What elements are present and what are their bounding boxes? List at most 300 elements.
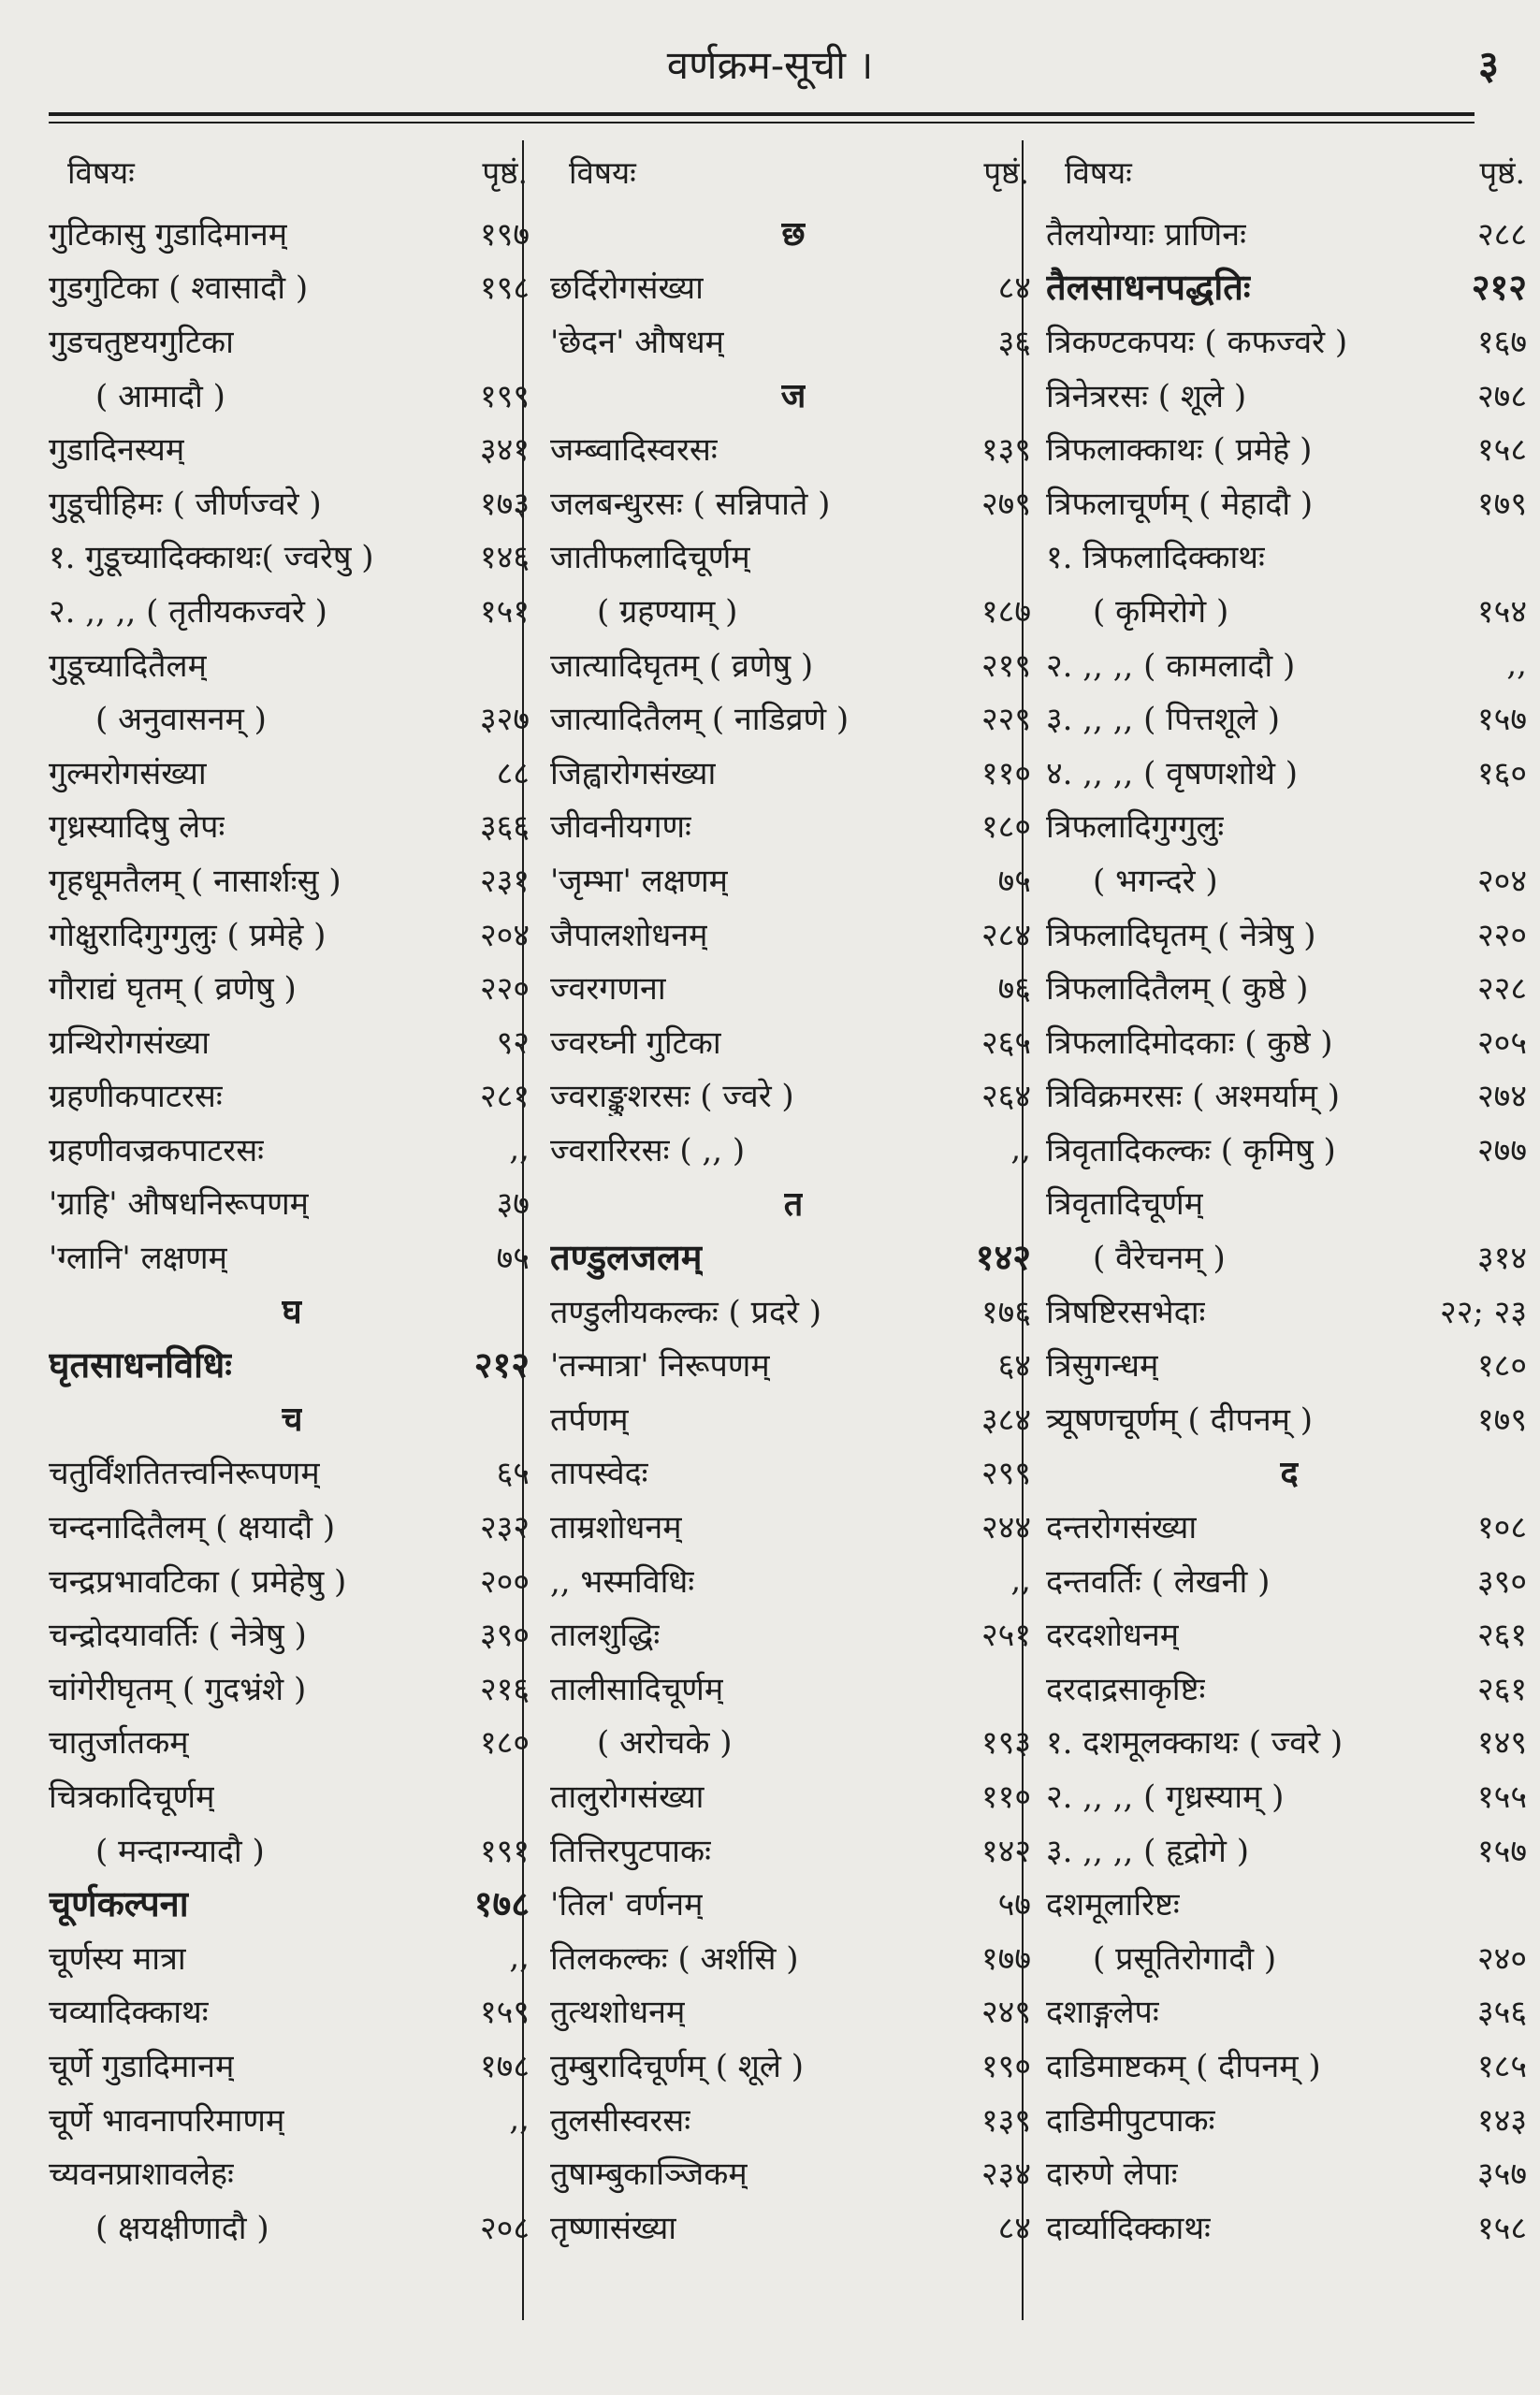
index-entry bbox=[550, 1715, 1037, 1769]
entry-page-number: ६४ bbox=[997, 1347, 1031, 1386]
index-entry bbox=[550, 1606, 1037, 1661]
index-column-2 bbox=[550, 140, 1037, 2330]
index-entry bbox=[49, 690, 535, 745]
entry-text: जिह्वारोगसंख्या bbox=[550, 754, 717, 792]
entry-page-number: १८० bbox=[981, 808, 1031, 847]
index-entry bbox=[550, 1984, 1037, 2039]
index-entry bbox=[550, 1768, 1037, 1822]
entry-page-number: १९८ bbox=[479, 269, 530, 308]
entry-page-number: १७८ bbox=[479, 2047, 530, 2085]
entry-page-number: २६५ bbox=[981, 1023, 1031, 1062]
entry-text: च्यवनप्राशावलेहः bbox=[49, 2156, 234, 2194]
index-entry bbox=[49, 1553, 535, 1607]
entry-text: ज्वरगणना bbox=[550, 970, 666, 1009]
entry-page-number: १४३ bbox=[1476, 2101, 1527, 2140]
entry-page-number: ,, bbox=[1506, 645, 1527, 683]
entry-text: चित्रकादिचूर्णम् bbox=[49, 1778, 215, 1817]
entry-text: २. ,, ,, ( गृध्रस्याम् ) bbox=[1046, 1778, 1285, 1817]
column-header bbox=[49, 140, 535, 206]
entry-page-number: १९० bbox=[981, 2047, 1031, 2085]
index-entry bbox=[1046, 1715, 1533, 1769]
entry-text: चूर्णकल्पना bbox=[49, 1882, 189, 1925]
entry-page-number: १७९ bbox=[1476, 1401, 1527, 1439]
letter-heading bbox=[550, 1176, 1037, 1230]
letter-heading bbox=[550, 206, 1037, 260]
index-entry bbox=[1046, 206, 1533, 260]
entry-page-number: १६७ bbox=[1476, 323, 1527, 361]
entry-page-number: ७६ bbox=[997, 970, 1031, 1009]
entry-page-number: ३४१ bbox=[479, 431, 530, 470]
entry-text: दार्व्यादिक्काथः bbox=[1046, 2209, 1211, 2247]
entry-page-number: ३६६ bbox=[479, 808, 530, 847]
entry-text: त्रिफलादिघृतम् ( नेत्रेषु ) bbox=[1046, 916, 1316, 954]
entry-page-number: १५५ bbox=[1476, 1778, 1527, 1817]
entry-text: ( अरोचके ) bbox=[597, 1724, 733, 1763]
index-entry bbox=[550, 1229, 1037, 1284]
index-entry bbox=[49, 745, 535, 799]
index-entry bbox=[550, 313, 1037, 368]
entry-page-number: १७८ bbox=[473, 1882, 530, 1925]
index-entry bbox=[49, 475, 535, 530]
entry-text: त्रिफलाक्काथः ( प्रमेहे ) bbox=[1046, 431, 1313, 470]
entry-page-number: २७९ bbox=[981, 485, 1031, 523]
index-entry bbox=[49, 1176, 535, 1230]
entry-page-number: १९३ bbox=[981, 1724, 1031, 1763]
running-title: वर्णक्रम-सूची । bbox=[666, 42, 874, 88]
entry-text: गृहधूमतैलम् ( नासार्शःसु ) bbox=[49, 862, 341, 900]
entry-page-number: १७३ bbox=[479, 485, 530, 523]
entry-text: चूर्णस्य मात्रा bbox=[49, 1939, 186, 1978]
entry-page-number: १४२ bbox=[975, 1236, 1031, 1279]
letter-heading bbox=[550, 368, 1037, 422]
entry-page-number: २२० bbox=[479, 970, 530, 1009]
entry-page-number: १५१ bbox=[479, 592, 530, 631]
entry-text: ( वैरेचनम् ) bbox=[1093, 1240, 1226, 1278]
entry-text: ( आमादौ ) bbox=[95, 377, 225, 415]
index-entry bbox=[1046, 260, 1533, 314]
entry-text: त्रिफलादिमोदकाः ( कुष्ठे ) bbox=[1046, 1023, 1333, 1062]
page-number: ३ bbox=[1478, 42, 1499, 88]
index-entry bbox=[1046, 368, 1533, 422]
entry-page-number: १९१ bbox=[479, 1832, 530, 1870]
index-entry bbox=[1046, 852, 1533, 907]
index-entry bbox=[1046, 2092, 1533, 2146]
index-entry bbox=[1046, 2038, 1533, 2092]
index-entry bbox=[49, 1822, 535, 1877]
index-entry bbox=[49, 1229, 535, 1284]
entry-page-number: १८५ bbox=[1476, 2047, 1527, 2085]
entry-page-number: १४६ bbox=[479, 539, 530, 577]
entry-text: तैलयोग्याः प्राणिनः bbox=[1046, 215, 1246, 254]
entry-page-number: १४९ bbox=[1476, 1724, 1527, 1763]
entry-page-number: १९९ bbox=[479, 377, 530, 415]
index-entry bbox=[550, 2145, 1037, 2199]
entry-page-number: २१२ bbox=[1471, 266, 1527, 309]
index-entry bbox=[49, 313, 535, 368]
index-entry bbox=[49, 799, 535, 853]
entry-page-number: २१६ bbox=[479, 1670, 530, 1708]
entry-text: घृतसाधनविधिः bbox=[49, 1343, 232, 1386]
index-entry bbox=[550, 1930, 1037, 1984]
letter-heading bbox=[49, 1284, 535, 1338]
index-entry bbox=[550, 421, 1037, 475]
index-entry bbox=[49, 960, 535, 1014]
entry-page-number: २२८ bbox=[1476, 970, 1527, 1009]
entry-text: २. ,, ,, ( कामलादौ ) bbox=[1046, 646, 1296, 685]
entry-page-number: १७६ bbox=[981, 1293, 1031, 1331]
index-entry bbox=[550, 745, 1037, 799]
entry-page-number: ८४ bbox=[997, 269, 1031, 308]
column-header bbox=[1046, 140, 1533, 206]
entry-text: ज्वरघ्नी गुटिका bbox=[550, 1023, 721, 1062]
index-entry bbox=[49, 206, 535, 260]
entry-text: ३. ,, ,, ( हृद्रोगे ) bbox=[1046, 1832, 1249, 1870]
entry-text: जात्यादितैलम् ( नाडिव्रणे ) bbox=[550, 701, 850, 739]
entry-page-number: १३९ bbox=[981, 431, 1031, 470]
index-entry bbox=[49, 1445, 535, 1500]
page-header: पृष्ठं. bbox=[983, 154, 1029, 191]
index-entry bbox=[550, 1661, 1037, 1715]
entry-page-number: २९९ bbox=[981, 1455, 1031, 1493]
entry-page-number: ,, bbox=[509, 1129, 530, 1168]
entry-text: त्रिविक्रमरसः ( अश्मर्याम् ) bbox=[1046, 1078, 1341, 1116]
entry-list bbox=[49, 206, 535, 2254]
index-entry bbox=[550, 475, 1037, 530]
index-entry bbox=[550, 260, 1037, 314]
entry-text: जैपालशोधनम् bbox=[550, 916, 708, 954]
index-entry bbox=[49, 1499, 535, 1553]
entry-page-number: ,, bbox=[1010, 1560, 1031, 1599]
entry-page-number: २७४ bbox=[1476, 1078, 1527, 1116]
entry-text: चांगेरीघृतम् ( गुदभ्रंशे ) bbox=[49, 1670, 307, 1708]
header-rule bbox=[49, 112, 1475, 116]
index-entry bbox=[1046, 1014, 1533, 1068]
entry-text: ४. ,, ,, ( वृषणशोथे ) bbox=[1046, 754, 1299, 792]
entry-text: जातीफलादिचूर्णम् bbox=[550, 539, 750, 577]
entry-page-number: १५७ bbox=[1476, 1832, 1527, 1870]
entry-page-number: २३१ bbox=[479, 862, 530, 900]
index-entry bbox=[1046, 1229, 1533, 1284]
column-header bbox=[550, 140, 1037, 206]
entry-page-number: ७५ bbox=[496, 1240, 530, 1278]
entry-text: तालशुद्धिः bbox=[550, 1617, 661, 1655]
entry-page-number: २४४ bbox=[981, 1509, 1031, 1547]
subject-header: विषयः bbox=[1065, 154, 1132, 191]
entry-text: दाडिमाष्टकम् ( दीपनम् ) bbox=[1046, 2047, 1321, 2085]
entry-page-number: २३२ bbox=[479, 1509, 530, 1547]
index-entry bbox=[1046, 1068, 1533, 1123]
entry-page-number: १८० bbox=[479, 1724, 530, 1763]
index-entry bbox=[1046, 1337, 1533, 1391]
index-entry bbox=[49, 852, 535, 907]
entry-text: दशाङ्गलेपः bbox=[1046, 1994, 1159, 2032]
entry-text: 'ग्राहि' औषधनिरूपणम् bbox=[49, 1185, 310, 1224]
entry-text: गृध्रस्यादिषु लेपः bbox=[49, 808, 225, 847]
entry-page-number: २२; २३ bbox=[1440, 1293, 1527, 1331]
index-entry bbox=[550, 1445, 1037, 1500]
index-entry bbox=[49, 1661, 535, 1715]
entry-text: छर्दिरोगसंख्या bbox=[550, 269, 704, 308]
index-entry bbox=[550, 1068, 1037, 1123]
index-column-1 bbox=[49, 140, 535, 2330]
entry-page-number: ,, bbox=[509, 2099, 530, 2138]
index-entry bbox=[1046, 1122, 1533, 1176]
entry-text: दन्तरोगसंख्या bbox=[1046, 1509, 1198, 1547]
index-entry bbox=[49, 1876, 535, 1930]
entry-text: 'तन्मात्रा' निरूपणम् bbox=[550, 1347, 770, 1386]
entry-page-number: २७७ bbox=[1476, 1131, 1527, 1169]
entry-page-number: २०० bbox=[479, 1562, 530, 1601]
entry-page-number: १७९ bbox=[1476, 485, 1527, 523]
index-entry bbox=[1046, 2145, 1533, 2199]
index-entry bbox=[1046, 1391, 1533, 1445]
entry-text: चन्द्रप्रभावटिका ( प्रमेहेषु ) bbox=[49, 1562, 347, 1601]
entry-text: ( क्षयक्षीणादौ ) bbox=[95, 2209, 269, 2247]
index-entry bbox=[1046, 1499, 1533, 1553]
index-entry bbox=[49, 1768, 535, 1822]
entry-text: त्रिवृतादिकल्कः ( कृमिषु ) bbox=[1046, 1131, 1336, 1169]
index-entry bbox=[1046, 583, 1533, 637]
entry-page-number: ११० bbox=[981, 754, 1031, 792]
entry-page-number: २३४ bbox=[981, 2156, 1031, 2194]
index-entry bbox=[550, 1553, 1037, 1607]
entry-list bbox=[1046, 206, 1533, 2254]
index-entry bbox=[1046, 530, 1533, 584]
entry-text: गुडूच्यादितैलम् bbox=[49, 646, 207, 685]
index-entry bbox=[550, 1391, 1037, 1445]
index-entry bbox=[1046, 1661, 1533, 1715]
index-entry bbox=[550, 799, 1037, 853]
index-column-3 bbox=[1046, 140, 1533, 2330]
entry-text: दशमूलारिष्टः bbox=[1046, 1886, 1180, 1924]
index-entry bbox=[550, 907, 1037, 961]
index-entry bbox=[1046, 690, 1533, 745]
letter-heading bbox=[1046, 1445, 1533, 1500]
entry-page-number: १८० bbox=[1476, 1347, 1527, 1386]
index-entry bbox=[1046, 2199, 1533, 2254]
entry-page-number: ३७ bbox=[496, 1185, 530, 1224]
entry-page-number: २८४ bbox=[981, 916, 1031, 954]
index-entry bbox=[550, 583, 1037, 637]
entry-text: १. त्रिफलादिक्काथः bbox=[1046, 539, 1265, 577]
index-entry bbox=[550, 1284, 1037, 1338]
entry-text: १. दशमूलक्काथः ( ज्वरे ) bbox=[1046, 1724, 1344, 1763]
index-entry bbox=[550, 1014, 1037, 1068]
entry-text: तित्तिरपुटपाकः bbox=[550, 1832, 711, 1870]
entry-text: गुडचतुष्टयगुटिका bbox=[49, 323, 234, 361]
index-entry bbox=[49, 1122, 535, 1176]
entry-page-number: १४२ bbox=[981, 1832, 1031, 1870]
entry-text: तण्डुलजलम् bbox=[550, 1236, 703, 1279]
entry-page-number: ३९० bbox=[1476, 1562, 1527, 1601]
index-entry bbox=[550, 2092, 1037, 2146]
index-entry bbox=[550, 690, 1037, 745]
index-entry bbox=[49, 907, 535, 961]
entry-page-number: १५८ bbox=[1476, 2209, 1527, 2247]
entry-page-number: ,, bbox=[509, 1938, 530, 1976]
entry-page-number: २७८ bbox=[1476, 377, 1527, 415]
entry-page-number: ३९० bbox=[479, 1617, 530, 1655]
entry-page-number: ७५ bbox=[997, 862, 1031, 900]
entry-text: गुडगुटिका ( श्वासादौ ) bbox=[49, 269, 309, 308]
entry-page-number: २५१ bbox=[981, 1617, 1031, 1655]
index-entry bbox=[49, 421, 535, 475]
entry-text: तुलसीस्वरसः bbox=[550, 2101, 691, 2140]
entry-page-number: ९२ bbox=[496, 1023, 530, 1062]
entry-text: गुडादिनस्यम् bbox=[49, 431, 185, 470]
entry-text: ( कृमिरोगे ) bbox=[1093, 592, 1229, 631]
entry-text: गौराद्यं घृतम् ( व्रणेषु ) bbox=[49, 970, 297, 1009]
entry-text: त्रिफलादिगुग्गुलुः bbox=[1046, 808, 1225, 847]
entry-page-number: २०८ bbox=[479, 2209, 530, 2247]
entry-text: त्रिनेत्ररसः ( शूले ) bbox=[1046, 377, 1247, 415]
entry-text: ग्रन्थिरोगसंख्या bbox=[49, 1023, 211, 1062]
entry-page-number: २१२ bbox=[473, 1343, 530, 1386]
index-entry bbox=[1046, 1822, 1533, 1877]
entry-text: तुत्थशोधनम् bbox=[550, 1994, 686, 2032]
entry-text: जात्यादिघृतम् ( व्रणेषु ) bbox=[550, 646, 814, 685]
entry-text: गोक्षुरादिगुग्गुलुः ( प्रमेहे ) bbox=[49, 916, 327, 954]
index-entry bbox=[550, 1122, 1037, 1176]
index-entry bbox=[1046, 1606, 1533, 1661]
entry-text: तुषाम्बुकाञ्जिकम् bbox=[550, 2156, 748, 2194]
index-entry bbox=[49, 1715, 535, 1769]
entry-page-number: ११० bbox=[981, 1778, 1031, 1817]
index-entry bbox=[550, 1876, 1037, 1930]
entry-page-number: ६५ bbox=[496, 1455, 530, 1493]
index-entry bbox=[49, 2199, 535, 2254]
entry-list bbox=[550, 206, 1037, 2254]
entry-text: ( मन्दाग्न्यादौ ) bbox=[95, 1832, 265, 1870]
index-entry bbox=[1046, 1930, 1533, 1984]
index-entry bbox=[49, 583, 535, 637]
page-header: पृष्ठं. bbox=[1479, 154, 1525, 191]
entry-text: ज्वराङ्कुशरसः ( ज्वरे ) bbox=[550, 1078, 794, 1116]
entry-text: तालुरोगसंख्या bbox=[550, 1778, 705, 1817]
entry-text: गुल्मरोगसंख्या bbox=[49, 754, 207, 792]
index-entry bbox=[550, 637, 1037, 691]
index-entry bbox=[49, 368, 535, 422]
entry-page-number: १६० bbox=[1476, 754, 1527, 792]
entry-page-number: १०८ bbox=[1476, 1509, 1527, 1547]
index-entry bbox=[1046, 475, 1533, 530]
entry-page-number: २२९ bbox=[981, 701, 1031, 739]
heading-letter: त bbox=[783, 1183, 804, 1224]
entry-text: तिलकल्कः ( अर्शसि ) bbox=[550, 1939, 799, 1978]
index-entry bbox=[1046, 1176, 1533, 1230]
entry-page-number: २६१ bbox=[1476, 1670, 1527, 1708]
entry-page-number: २०४ bbox=[479, 916, 530, 954]
heading-letter: घ bbox=[282, 1292, 302, 1332]
entry-page-number: २६४ bbox=[981, 1078, 1031, 1116]
subject-header: विषयः bbox=[67, 154, 135, 191]
entry-text: चतुर्विंशतितत्त्वनिरूपणम् bbox=[49, 1455, 320, 1493]
entry-page-number: २८८ bbox=[1476, 215, 1527, 254]
index-entry bbox=[1046, 799, 1533, 853]
entry-text: गुटिकासु गुडादिमानम् bbox=[49, 215, 288, 254]
entry-text: ग्रहणीवज्रकपाटरसः bbox=[49, 1131, 265, 1169]
entry-text: 'तिल' वर्णनम् bbox=[550, 1886, 704, 1924]
entry-text: चन्दनादितैलम् ( क्षयादौ ) bbox=[49, 1509, 336, 1547]
entry-text: गुडूचीहिमः ( जीर्णज्वरे ) bbox=[49, 485, 322, 523]
entry-text: ज्वरारिरसः ( ,, ) bbox=[550, 1131, 746, 1169]
index-entry bbox=[1046, 1876, 1533, 1930]
entry-text: त्रिषष्टिरसभेदाः bbox=[1046, 1293, 1206, 1331]
index-entry bbox=[550, 1337, 1037, 1391]
entry-page-number: २०४ bbox=[1476, 862, 1527, 900]
entry-page-number: १५८ bbox=[1476, 431, 1527, 470]
index-entry bbox=[1046, 637, 1533, 691]
entry-page-number: ३५७ bbox=[1476, 2156, 1527, 2194]
index-entry bbox=[49, 260, 535, 314]
entry-text: त्रिफलादितैलम् ( कुष्ठे ) bbox=[1046, 970, 1309, 1009]
entry-page-number: १८७ bbox=[981, 592, 1031, 631]
letter-heading bbox=[49, 1391, 535, 1445]
entry-page-number: ,, bbox=[1010, 1129, 1031, 1168]
index-entry bbox=[49, 530, 535, 584]
index-entry bbox=[1046, 1768, 1533, 1822]
entry-text: तापस्वेदः bbox=[550, 1455, 648, 1493]
index-entry bbox=[49, 1014, 535, 1068]
entry-text: जम्ब्वादिस्वरसः bbox=[550, 431, 718, 470]
entry-text: ( भगन्दरे ) bbox=[1093, 862, 1218, 900]
entry-text: चन्द्रोदयावर्तिः ( नेत्रेषु ) bbox=[49, 1617, 307, 1655]
entry-text: त्र्यूषणचूर्णम् ( दीपनम् ) bbox=[1046, 1401, 1314, 1439]
entry-page-number: २४९ bbox=[981, 1994, 1031, 2032]
index-entry bbox=[49, 2092, 535, 2146]
entry-text: ग्रहणीकपाटरसः bbox=[49, 1078, 223, 1116]
entry-text: त्रिफलाचूर्णम् ( मेहादौ ) bbox=[1046, 485, 1314, 523]
entry-text: त्रिकण्टकपयः ( कफज्वरे ) bbox=[1046, 323, 1348, 361]
subject-header: विषयः bbox=[569, 154, 636, 191]
entry-text: दाडिमीपुटपाकः bbox=[1046, 2101, 1215, 2140]
heading-letter: द bbox=[1280, 1453, 1299, 1493]
entry-text: ३. ,, ,, ( पित्तशूले ) bbox=[1046, 701, 1281, 739]
entry-text: चूर्णे भावनापरिमाणम् bbox=[49, 2101, 285, 2140]
entry-text: दन्तवर्तिः ( लेखनी ) bbox=[1046, 1562, 1271, 1601]
index-entry bbox=[49, 1068, 535, 1123]
entry-page-number: १५९ bbox=[479, 1994, 530, 2032]
entry-text: तृष्णासंख्या bbox=[550, 2209, 677, 2247]
heading-letter: ज bbox=[780, 376, 806, 416]
entry-text: दरदशोधनम् bbox=[1046, 1617, 1180, 1655]
entry-page-number: २८१ bbox=[479, 1078, 530, 1116]
entry-text: 'जृम्भा' लक्षणम् bbox=[550, 862, 728, 900]
entry-text: दरदाद्रसाकृष्टिः bbox=[1046, 1670, 1206, 1708]
entry-text: त्रिवृतादिचूर्णम् bbox=[1046, 1185, 1204, 1224]
heading-letter: च bbox=[281, 1400, 303, 1440]
entry-text: तर्पणम् bbox=[550, 1401, 629, 1439]
entry-page-number: २२० bbox=[1476, 916, 1527, 954]
index-entry bbox=[1046, 313, 1533, 368]
index-entry bbox=[550, 530, 1037, 584]
index-entry bbox=[1046, 907, 1533, 961]
entry-page-number: ३६ bbox=[997, 323, 1031, 361]
entry-page-number: ३२७ bbox=[479, 701, 530, 739]
entry-text: चातुर्जातकम् bbox=[49, 1724, 189, 1763]
index-entry bbox=[550, 852, 1037, 907]
entry-text: चव्यादिक्काथः bbox=[49, 1994, 209, 2032]
entry-text: तण्डुलीयकल्कः ( प्रदरे ) bbox=[550, 1293, 821, 1331]
entry-text: ( अनुवासनम् ) bbox=[95, 701, 267, 739]
page-header: पृष्ठं. bbox=[482, 154, 528, 191]
index-entry bbox=[49, 2038, 535, 2092]
heading-letter: छ bbox=[781, 214, 806, 254]
index-entry bbox=[1046, 960, 1533, 1014]
index-entry bbox=[49, 1984, 535, 2039]
index-entry bbox=[1046, 1984, 1533, 2039]
entry-page-number: २४० bbox=[1476, 1939, 1527, 1978]
